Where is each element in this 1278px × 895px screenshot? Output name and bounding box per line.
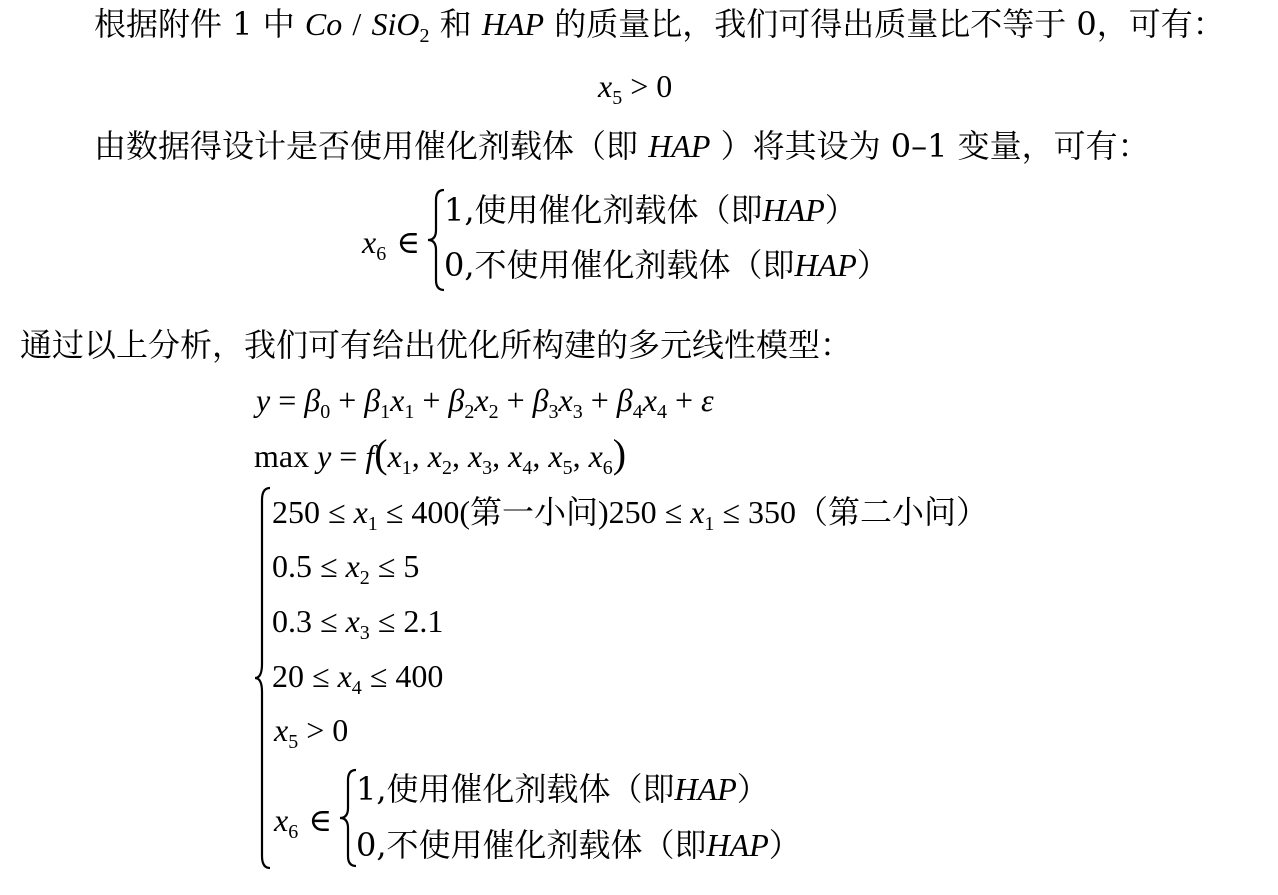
beta-symbol: β	[364, 382, 381, 418]
x-var: x	[345, 548, 360, 584]
case1-text: 1,使用催化剂载体（即	[444, 191, 763, 229]
plus: +	[582, 382, 617, 418]
x-subscript: 6	[602, 457, 613, 479]
sio-subscript: 2	[419, 25, 430, 47]
epsilon-symbol: ε	[700, 382, 714, 418]
equation-x6-lhs	[362, 222, 420, 274]
x-var: x	[548, 438, 563, 474]
element-of: ∈	[396, 224, 421, 260]
x-subscript: 4	[351, 677, 362, 699]
constraint-x2	[272, 546, 419, 598]
equation-linear-model	[256, 380, 714, 432]
beta-subscript: 2	[464, 401, 475, 423]
c4-right: ≤ 400	[361, 658, 444, 694]
case-no-catalyst	[444, 245, 889, 285]
x-subscript: 1	[401, 457, 412, 479]
c4-left: 20 ≤	[272, 658, 338, 694]
para2-prefix: 由数据得设计是否使用催化剂载体（即	[94, 127, 639, 165]
slash: /	[352, 6, 362, 42]
case2-text: 0,不使用催化剂载体（即	[356, 826, 707, 864]
close-paren: )	[612, 431, 627, 476]
max-operator: max	[254, 438, 318, 474]
paragraph-model-intro	[20, 325, 852, 365]
comma: ,	[572, 438, 589, 474]
sio-symbol: SiO	[371, 6, 420, 42]
constraint-x6-lhs	[274, 800, 332, 852]
constraints-brace-icon	[252, 486, 274, 870]
case1-text: 1,使用催化剂载体（即	[356, 770, 675, 808]
constraint-x3	[272, 601, 443, 653]
c1-mid: ≤ 400(第一小问)250 ≤	[377, 494, 691, 530]
x-var: x	[337, 658, 352, 694]
para1-prefix: 根据附件 1 中	[94, 5, 295, 43]
plus: +	[330, 382, 365, 418]
c2-right: ≤ 5	[369, 548, 420, 584]
x-subscript: 1	[704, 513, 715, 535]
plus: +	[498, 382, 533, 418]
x-var: x	[467, 438, 483, 474]
beta-subscript: 0	[320, 401, 331, 423]
x-subscript: 2	[359, 567, 370, 589]
x-subscript: 6	[376, 243, 387, 265]
x-var: x	[362, 224, 377, 260]
close-paren: ）	[856, 246, 889, 284]
x-var: x	[508, 438, 523, 474]
x-subscript: 1	[367, 513, 378, 535]
x-var: x	[558, 382, 573, 418]
x-var: x	[690, 494, 705, 530]
hap-symbol: HAP	[674, 771, 737, 807]
equals: =	[270, 382, 305, 418]
x-var: x	[390, 382, 405, 418]
x-var: x	[387, 438, 402, 474]
x-var: x	[427, 438, 442, 474]
open-paren: (	[374, 431, 388, 476]
hap-symbol: HAP	[794, 247, 857, 283]
x-subscript: 2	[488, 401, 499, 423]
x-subscript: 1	[404, 401, 415, 423]
x-var: x	[274, 712, 289, 748]
beta-subscript: 1	[380, 401, 391, 423]
x-var: x	[474, 382, 489, 418]
c2-left: 0.5 ≤	[272, 548, 346, 584]
equals: =	[331, 438, 366, 474]
comma: ,	[451, 438, 468, 474]
relation: > 0	[622, 68, 673, 104]
co-symbol: Co	[304, 6, 343, 42]
x-subscript: 3	[482, 457, 493, 479]
x-subscript: 5	[562, 457, 573, 479]
constraint-x5	[274, 710, 348, 762]
close-paren: ）	[736, 770, 769, 808]
close-paren: ）	[824, 191, 857, 229]
x-var: x	[642, 382, 657, 418]
hap-symbol: HAP	[706, 827, 769, 863]
c3-right: ≤ 2.1	[369, 603, 444, 639]
para3-text: 通过以上分析，我们可有给出优化所构建的多元线性模型：	[20, 326, 853, 364]
plus: +	[414, 382, 449, 418]
x-subscript: 3	[359, 622, 370, 644]
x-var: x	[353, 494, 368, 530]
beta-symbol: β	[448, 382, 465, 418]
beta-symbol: β	[304, 382, 321, 418]
x-subscript: 6	[288, 821, 299, 843]
constraint-x4	[272, 656, 443, 708]
x-subscript: 5	[288, 731, 299, 753]
c1-left: 250 ≤	[272, 494, 354, 530]
beta-symbol: β	[616, 382, 633, 418]
constraint-x1	[272, 492, 988, 544]
f-symbol: f	[365, 438, 375, 474]
y-var: y	[317, 438, 332, 474]
plus: +	[666, 382, 701, 418]
para2-suffix: ）将其设为 0–1 变量，可有：	[720, 127, 1150, 165]
close-paren: ）	[768, 826, 801, 864]
beta-subscript: 3	[548, 401, 559, 423]
c5-right: > 0	[298, 712, 349, 748]
case2-text: 0,不使用催化剂载体（即	[444, 246, 795, 284]
constraint-case-no	[356, 825, 801, 865]
comma: ,	[492, 438, 509, 474]
y-var: y	[256, 382, 271, 418]
comma: ,	[411, 438, 428, 474]
x-subscript: 4	[656, 401, 667, 423]
x-subscript: 2	[441, 457, 452, 479]
x-subscript: 5	[612, 87, 623, 109]
case-use-catalyst	[444, 190, 857, 230]
x-var: x	[274, 802, 289, 838]
x-subscript: 3	[572, 401, 583, 423]
x-var: x	[345, 603, 360, 639]
paragraph-mass-ratio	[94, 4, 1225, 56]
x-var: x	[588, 438, 603, 474]
x-var: x	[598, 68, 613, 104]
element-of: ∈	[308, 802, 333, 838]
c1-right: ≤ 350（第二小问）	[714, 494, 988, 530]
hap-symbol: HAP	[762, 192, 825, 228]
paragraph-binary-variable	[94, 126, 1150, 166]
hap-symbol: HAP	[481, 6, 545, 42]
equation-objective	[254, 431, 627, 488]
comma: ,	[532, 438, 549, 474]
constraint-case-use	[356, 769, 769, 809]
beta-subscript: 4	[632, 401, 643, 423]
para1-suffix: 的质量比，我们可得出质量比不等于 0，可有：	[554, 5, 1225, 43]
beta-symbol: β	[532, 382, 549, 418]
x-subscript: 4	[522, 457, 533, 479]
para1-and: 和	[439, 5, 472, 43]
c3-left: 0.3 ≤	[272, 603, 346, 639]
hap-symbol: HAP	[648, 128, 711, 164]
equation-x5	[598, 66, 672, 118]
